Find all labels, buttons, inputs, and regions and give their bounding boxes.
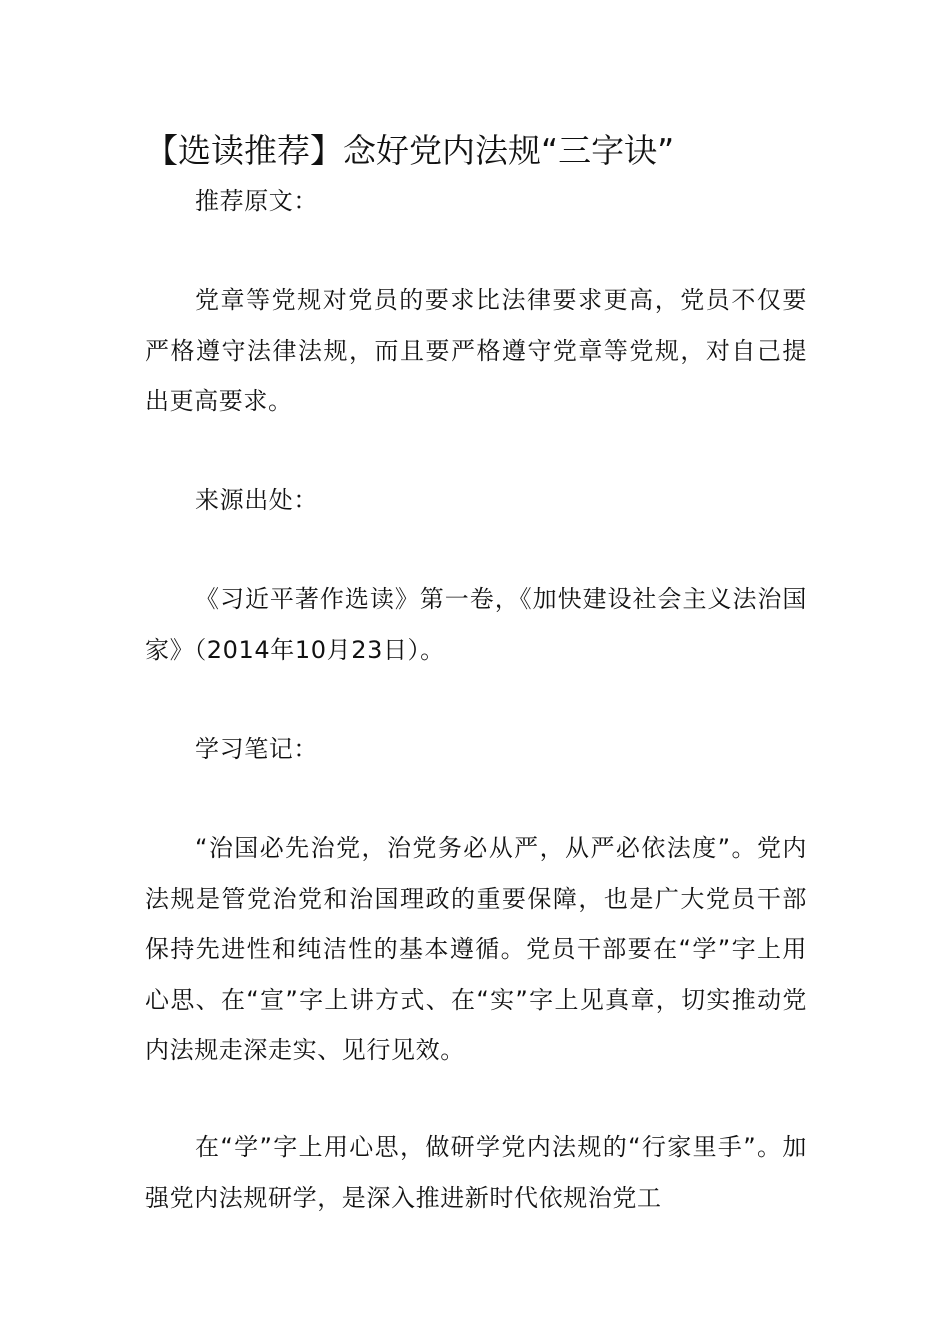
source-label: 来源出处： xyxy=(195,486,318,514)
source-text-paragraph: 《习近平著作选读》第一卷，《加快建设社会主义法治国家》（2014年10月23日）。 xyxy=(145,585,807,664)
recommend-label: 推荐原文： xyxy=(195,187,318,215)
notes-label: 学习笔记： xyxy=(195,735,318,763)
original-text-paragraph: 党章等党规对党员的要求比法律要求更高，党员不仅要严格遵守法律法规，而且要严格遵守党章等党规，对自己提出更高要求。 xyxy=(145,286,807,415)
notes-paragraph-2: 在“学”字上用心思，做研学党内法规的“行家里手”。加强党内法规研学，是深入推进新时代依规治党工 xyxy=(145,1133,807,1212)
document-title: 【选读推荐】念好党内法规“三字诀” xyxy=(145,131,675,170)
notes-paragraph-1: “治国必先治党，治党务必从严，从严必依法度”。党内法规是管党治党和治国理政的重要保障，也是广大党员干部保持先进性和纯洁性的基本遵循。党员干部要在“学”字上用心思、在“宣”字上讲方式、在“实”字上见真章，切实推动党内法规走深走实、见行见效。 xyxy=(145,834,807,1064)
